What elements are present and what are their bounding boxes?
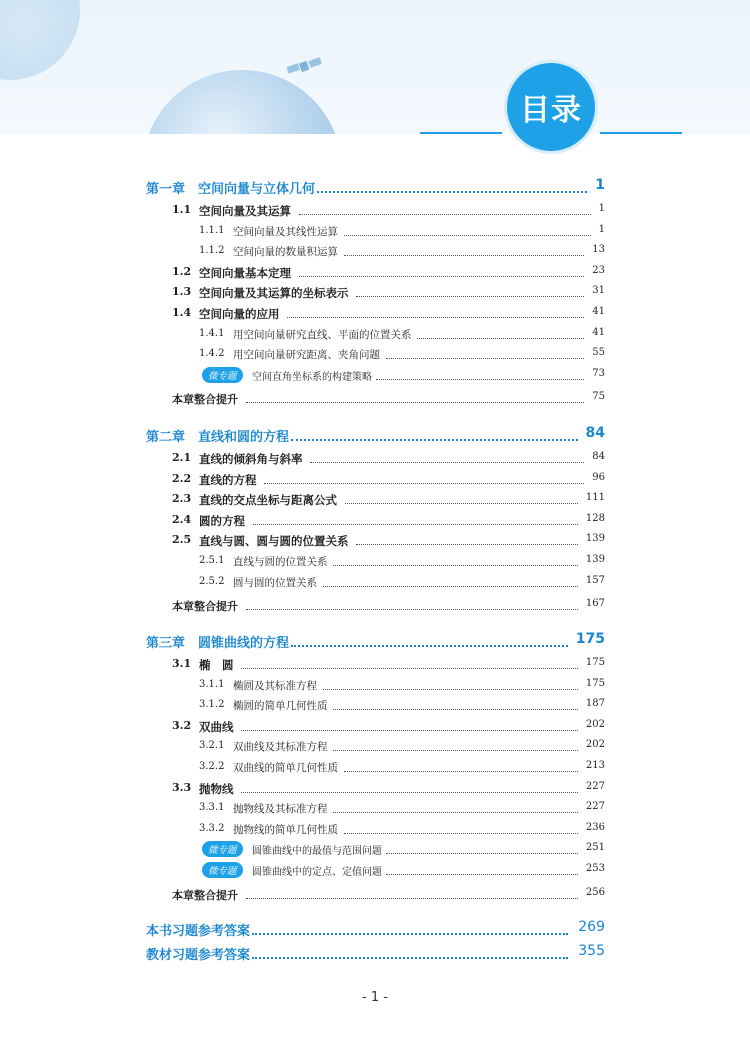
appendix-leader-dots bbox=[252, 933, 568, 935]
header-banner bbox=[0, 0, 750, 134]
section-title[interactable]: 空间向量的应用 bbox=[199, 307, 280, 321]
section-title[interactable]: 直线的倾斜角与斜率 bbox=[199, 452, 303, 466]
chapter-title[interactable]: 第二章 直线和圆的方程 bbox=[146, 430, 290, 445]
leader-dots bbox=[386, 853, 578, 854]
section-page-number[interactable]: 175 bbox=[585, 657, 605, 668]
leader-dots bbox=[376, 379, 584, 380]
leader-dots bbox=[264, 483, 584, 484]
leader-dots bbox=[253, 524, 578, 525]
leader-dots bbox=[246, 402, 584, 403]
leader-dots bbox=[344, 833, 578, 834]
subsection-title[interactable]: 抛物线的简单几何性质 bbox=[233, 823, 338, 836]
subsection-page-number[interactable]: 213 bbox=[585, 760, 605, 771]
subsection-title[interactable]: 双曲线的简单几何性质 bbox=[233, 762, 338, 774]
title-rule-right bbox=[600, 132, 682, 134]
section-title[interactable]: 直线的方程 bbox=[199, 472, 257, 487]
leader-dots bbox=[310, 462, 584, 463]
special-topic-page-number[interactable]: 73 bbox=[592, 367, 605, 379]
section-number[interactable]: 2.4 bbox=[172, 512, 192, 526]
section-number[interactable]: 1.4 bbox=[172, 306, 192, 319]
leader-dots bbox=[287, 317, 584, 318]
section-title[interactable]: 空间向量及其运算 bbox=[199, 204, 291, 218]
chapter-leader-dots bbox=[317, 191, 587, 193]
special-topic-badge[interactable]: 微专题 bbox=[202, 862, 243, 878]
section-page-number[interactable]: 227 bbox=[585, 780, 605, 792]
subsection-page-number[interactable]: 157 bbox=[585, 574, 605, 586]
subsection-page-number[interactable]: 202 bbox=[585, 739, 605, 751]
chapter-summary-title[interactable]: 本章整合提升 bbox=[172, 888, 238, 902]
leader-dots bbox=[241, 668, 577, 669]
section-page-number[interactable]: 96 bbox=[592, 471, 605, 483]
section-page-number[interactable]: 1 bbox=[598, 203, 605, 214]
subsection-title[interactable]: 用空间向量研究直线、平面的位置关系 bbox=[233, 328, 412, 341]
subsection-page-number[interactable]: 41 bbox=[592, 326, 605, 338]
leader-dots bbox=[356, 544, 577, 545]
section-page-number[interactable]: 139 bbox=[585, 533, 605, 545]
special-topic-page-number[interactable]: 253 bbox=[585, 863, 605, 874]
subsection-number[interactable]: 2.5.1 bbox=[199, 555, 225, 566]
section-number[interactable]: 1.3 bbox=[172, 285, 192, 299]
chapter-page-number[interactable]: 175 bbox=[575, 631, 605, 647]
subsection-title[interactable]: 用空间向量研究距离、夹角问题 bbox=[233, 349, 380, 362]
subsection-title[interactable]: 直线与圆的位置关系 bbox=[233, 556, 328, 568]
appendix-page-number[interactable]: 269 bbox=[578, 919, 605, 935]
leader-dots bbox=[417, 338, 584, 339]
appendix-title[interactable]: 教材习题参考答案 bbox=[146, 948, 251, 963]
subsection-title[interactable]: 空间向量的数量积运算 bbox=[233, 246, 338, 259]
subsection-page-number[interactable]: 236 bbox=[585, 821, 605, 833]
section-number[interactable]: 2.5 bbox=[172, 533, 192, 547]
leader-dots bbox=[299, 276, 584, 277]
leader-dots bbox=[299, 214, 591, 215]
leader-dots bbox=[241, 792, 577, 793]
chapter-leader-dots bbox=[291, 645, 568, 647]
section-title[interactable]: 直线的交点坐标与距离公式 bbox=[199, 493, 337, 508]
leader-dots bbox=[333, 565, 577, 566]
leader-dots bbox=[333, 709, 577, 710]
subsection-page-number[interactable]: 227 bbox=[585, 801, 605, 813]
subsection-number[interactable]: 3.3.1 bbox=[199, 802, 225, 814]
subsection-title[interactable]: 抛物线及其标准方程 bbox=[233, 803, 328, 816]
section-number[interactable]: 2.3 bbox=[172, 492, 192, 506]
satellite-icon bbox=[285, 55, 325, 85]
section-number[interactable]: 2.1 bbox=[172, 451, 192, 464]
section-number[interactable]: 3.2 bbox=[172, 718, 192, 732]
section-page-number[interactable]: 23 bbox=[592, 264, 605, 276]
leader-dots bbox=[323, 586, 578, 587]
leader-dots bbox=[323, 689, 578, 690]
appendix-page-number[interactable]: 355 bbox=[578, 943, 605, 959]
section-title[interactable]: 椭 圆 bbox=[199, 658, 234, 672]
chapter-summary-page-number[interactable]: 75 bbox=[592, 391, 605, 403]
subsection-number[interactable]: 3.2.2 bbox=[199, 761, 225, 772]
section-page-number[interactable]: 128 bbox=[585, 512, 605, 524]
subsection-title[interactable]: 双曲线及其标准方程 bbox=[233, 741, 328, 754]
section-page-number[interactable]: 84 bbox=[592, 451, 605, 462]
section-page-number[interactable]: 202 bbox=[585, 718, 605, 730]
leader-dots bbox=[246, 898, 578, 899]
leader-dots bbox=[241, 730, 577, 731]
special-topic-badge[interactable]: 微专题 bbox=[202, 367, 243, 383]
page-title: 目录 bbox=[507, 63, 595, 151]
subsection-page-number[interactable]: 13 bbox=[592, 244, 605, 256]
section-title[interactable]: 抛物线 bbox=[199, 781, 234, 796]
special-topic-page-number[interactable]: 251 bbox=[585, 842, 605, 854]
subsection-page-number[interactable]: 1 bbox=[598, 223, 605, 235]
section-number[interactable]: 2.2 bbox=[172, 471, 192, 485]
subsection-number[interactable]: 3.2.1 bbox=[199, 740, 225, 752]
appendix-leader-dots bbox=[252, 957, 568, 959]
subsection-number[interactable]: 1.4.1 bbox=[199, 327, 225, 339]
chapter-summary-page-number[interactable]: 167 bbox=[585, 598, 605, 610]
special-topic-title[interactable]: 空间直角坐标系的构建策略 bbox=[252, 371, 372, 383]
section-title[interactable]: 双曲线 bbox=[199, 719, 234, 734]
leader-dots bbox=[386, 358, 584, 359]
title-rule-left bbox=[420, 132, 502, 134]
leader-dots bbox=[344, 771, 578, 772]
section-number[interactable]: 1.2 bbox=[172, 264, 192, 278]
section-number[interactable]: 3.3 bbox=[172, 780, 192, 794]
page-number: - 1 - bbox=[362, 990, 388, 1005]
section-title[interactable]: 空间向量及其运算的坐标表示 bbox=[199, 286, 349, 301]
leader-dots bbox=[333, 750, 577, 751]
special-topic-title[interactable]: 圆锥曲线中的最值与范围问题 bbox=[252, 846, 382, 858]
subsection-number[interactable]: 2.5.2 bbox=[199, 575, 225, 587]
chapter-leader-dots bbox=[291, 439, 578, 441]
section-number[interactable]: 1.1 bbox=[172, 203, 192, 216]
subsection-number[interactable]: 1.4.2 bbox=[199, 348, 225, 360]
subsection-title[interactable]: 空间向量及其线性运算 bbox=[233, 225, 338, 238]
subsection-title[interactable]: 椭圆的简单几何性质 bbox=[233, 700, 328, 713]
chapter-summary-title[interactable]: 本章整合提升 bbox=[172, 393, 238, 407]
leader-dots bbox=[345, 503, 578, 504]
section-page-number[interactable]: 41 bbox=[592, 306, 605, 317]
leader-dots bbox=[386, 874, 578, 875]
leader-dots bbox=[344, 255, 584, 256]
subsection-number[interactable]: 3.3.2 bbox=[199, 822, 225, 834]
subsection-page-number[interactable]: 55 bbox=[592, 347, 605, 359]
subsection-number[interactable]: 3.1.2 bbox=[199, 699, 225, 711]
leader-dots bbox=[356, 296, 584, 297]
chapter-summary-page-number[interactable]: 256 bbox=[585, 886, 605, 898]
appendix-title[interactable]: 本书习题参考答案 bbox=[146, 924, 251, 939]
subsection-page-number[interactable]: 139 bbox=[585, 554, 605, 565]
subsection-page-number[interactable]: 175 bbox=[585, 677, 605, 689]
chapter-page-number[interactable]: 84 bbox=[585, 425, 605, 441]
subsection-title[interactable]: 椭圆及其标准方程 bbox=[233, 679, 317, 692]
planet-illustration bbox=[0, 0, 80, 80]
leader-dots bbox=[344, 235, 591, 236]
chapter-title[interactable]: 第一章 空间向量与立体几何 bbox=[146, 182, 316, 197]
section-title[interactable]: 直线与圆、圆与圆的位置关系 bbox=[199, 534, 349, 549]
leader-dots bbox=[246, 609, 578, 610]
chapter-summary-title[interactable]: 本章整合提升 bbox=[172, 600, 238, 614]
subsection-number[interactable]: 1.1.2 bbox=[199, 245, 225, 257]
subsection-title[interactable]: 圆与圆的位置关系 bbox=[233, 576, 317, 589]
section-title[interactable]: 空间向量基本定理 bbox=[199, 265, 291, 280]
section-page-number[interactable]: 111 bbox=[585, 492, 605, 504]
section-page-number[interactable]: 31 bbox=[592, 285, 605, 297]
subsection-page-number[interactable]: 187 bbox=[585, 698, 605, 710]
section-number[interactable]: 3.1 bbox=[172, 657, 192, 670]
chapter-title[interactable]: 第三章 圆锥曲线的方程 bbox=[146, 636, 290, 651]
leader-dots bbox=[333, 812, 577, 813]
subsection-number[interactable]: 1.1.1 bbox=[199, 224, 225, 236]
special-topic-title[interactable]: 圆锥曲线中的定点、定值问题 bbox=[252, 867, 382, 878]
subsection-number[interactable]: 3.1.1 bbox=[199, 678, 225, 690]
special-topic-badge[interactable]: 微专题 bbox=[202, 841, 243, 857]
section-title[interactable]: 圆的方程 bbox=[199, 513, 245, 528]
chapter-page-number[interactable]: 1 bbox=[595, 177, 605, 193]
